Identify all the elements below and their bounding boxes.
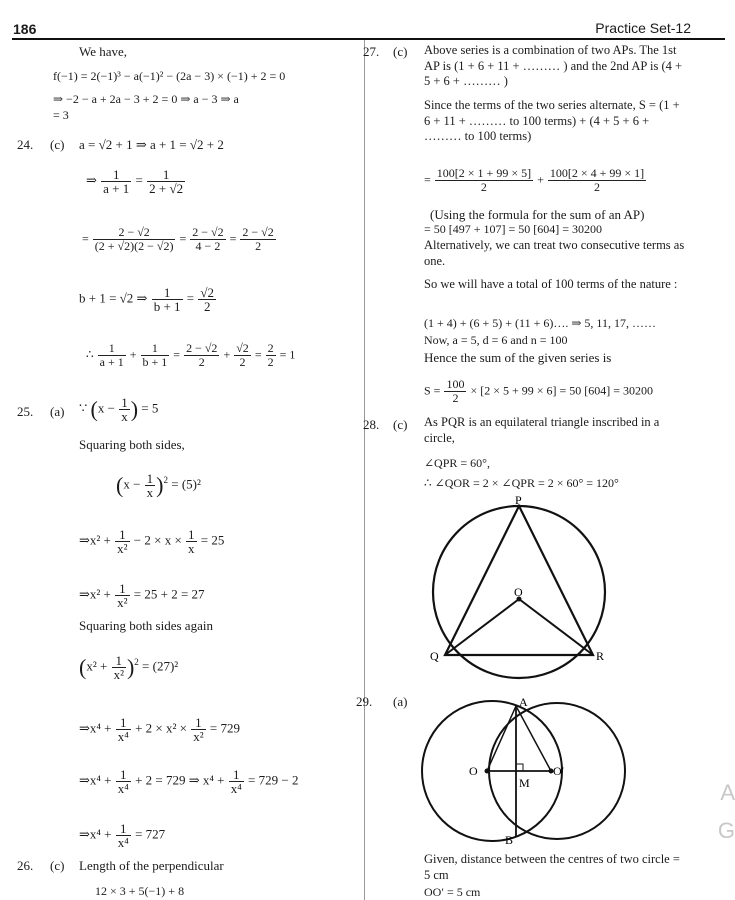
numerator: 1 — [116, 768, 131, 782]
equals: = — [424, 172, 431, 187]
denominator: 2 — [239, 355, 246, 369]
fraction — [147, 168, 185, 195]
q25-s3-c: = 25 + 2 = 27 — [133, 586, 205, 602]
q25-s5-b: + 2 × x² × — [135, 720, 187, 736]
q25-s6-b: + 2 = 729 ⇒ x⁴ + — [135, 772, 225, 788]
q25-l1-x: x − — [97, 400, 115, 416]
denominator: b + 1 — [153, 299, 181, 314]
q25-l1-post: = 5 — [141, 400, 159, 416]
q28-option: (c) — [393, 417, 408, 432]
q27-para-5: Alternatively, we can treat two consecutive terms as one. — [424, 238, 685, 268]
q25-s4-x: x² + — [86, 658, 108, 674]
denominator: x — [121, 409, 128, 424]
numerator: 1 — [115, 528, 129, 542]
we-have: We have, — [79, 44, 128, 59]
q24-option: (c) — [50, 137, 65, 152]
label-p: P — [515, 493, 522, 507]
page-title: Practice Set-12 — [595, 20, 691, 36]
fraction — [234, 342, 251, 369]
label-b: B — [505, 833, 514, 847]
q25-s4-post: = (27)² — [142, 658, 179, 674]
segment-or — [519, 599, 593, 655]
q25-s7-a: ⇒x⁴ + — [79, 826, 112, 842]
intersecting-circles-figure — [405, 692, 635, 848]
denominator: x² — [117, 595, 128, 610]
numerator: 1 — [152, 286, 183, 300]
column-divider — [364, 40, 365, 900]
numerator: 1 — [115, 582, 129, 596]
q25-s7-c: = 727 — [135, 826, 166, 842]
fraction — [101, 168, 131, 195]
q29-option: (a) — [393, 694, 408, 709]
q25-squaring-1: Squaring both sides, — [79, 437, 185, 452]
numerator: 1 — [188, 527, 195, 542]
label-o-prime: O′ — [553, 764, 565, 778]
denominator: x⁴ — [117, 781, 129, 796]
numerator: 1 — [229, 768, 244, 782]
q28-number: 28. — [363, 417, 380, 432]
right-angle-mark — [516, 764, 523, 771]
denominator: x² — [113, 667, 124, 682]
fraction — [186, 528, 197, 555]
fraction — [266, 342, 276, 369]
segment-oq — [445, 599, 519, 655]
paren-open: ( — [90, 396, 98, 422]
fraction — [198, 286, 216, 313]
q26-line-2: 12 × 3 + 5(−1) + 8 — [95, 884, 185, 898]
q26-number: 26. — [17, 858, 34, 873]
q24-frac-line-3: b + 1 = √2 ⇒ $\frac{1}{b + 1}$ = $\frac{√2}{2}$ — [79, 285, 215, 314]
fraction — [98, 342, 126, 369]
numerator: √2 — [236, 341, 249, 355]
q25-s6-a: ⇒x⁴ + — [79, 772, 112, 788]
fraction — [184, 342, 219, 369]
q25-step-6 — [79, 768, 298, 795]
numerator: 1 — [141, 342, 170, 356]
q24-frac-line-2: = $\frac{2 - √2}{(2 + √2)(2 - √2)}$ = $\frac{2 - √2}{4 - 2}$ = $\frac{2 - √2}{2}$ — [82, 225, 274, 253]
label-q: Q — [430, 649, 439, 663]
q24-frac-line-4: ∴ $\frac{1}{a + 1}$ + $\frac{1}{b + 1}$ = $\frac{2 - √2}{2}$ + $\frac{√2}{2}$ = $\frac{2}{2}$ = 1 — [86, 341, 296, 369]
q28-para-1: As PQR is an equilateral triangle inscribed in a circle, — [424, 415, 660, 445]
numerator: 1 — [121, 395, 128, 410]
fraction — [435, 167, 533, 194]
q25-step-1 — [116, 472, 201, 499]
denominator: 2 — [203, 299, 211, 314]
label-o: O — [514, 585, 523, 599]
q27-para-4: = 50 [497 + 107] = 50 [604] = 30200 — [424, 222, 603, 236]
q25-s2-c: = 25 — [200, 532, 225, 548]
fraction — [112, 654, 126, 681]
denominator: 2 — [452, 391, 459, 405]
numerator: 100[2 × 4 + 99 × 1] — [549, 166, 645, 180]
numerator: 1 — [191, 716, 205, 730]
q29-number: 29. — [356, 694, 373, 709]
fraction — [116, 716, 131, 743]
numerator: 1 — [147, 168, 185, 182]
q25-s1-x: x − — [123, 476, 141, 492]
q27-para-1: Above series is a combination of two APs. The 1st AP is (1 + 6 + 11 + ……… ) and the 2nd AP is (4 + 5 + 6 + ……… ) — [424, 43, 683, 88]
numerator: 1 — [112, 654, 126, 668]
fraction — [548, 167, 646, 194]
denominator: x² — [117, 541, 128, 556]
equals: = — [135, 172, 143, 188]
paren-close: ) — [156, 472, 164, 498]
page-number: 186 — [13, 21, 37, 37]
q27-s-post: × [2 × 5 + 99 × 6] = 50 [604] = 30200 — [470, 383, 654, 398]
q25-number: 25. — [17, 404, 34, 419]
denominator: a + 1 — [99, 355, 124, 369]
q25-line-1 — [79, 396, 158, 423]
numerator: 2 — [267, 341, 274, 355]
label-r: R — [596, 649, 605, 663]
edge-glyph-g: G — [717, 818, 735, 843]
eq-line-3: = 3 — [53, 108, 69, 122]
q29-para-1: Given, distance between the centres of two circle = 5 cm — [424, 852, 680, 882]
dot-o — [485, 769, 490, 774]
exponent: 2 — [163, 475, 168, 486]
header-rule — [12, 38, 725, 40]
numerator: 2 − √2 — [93, 226, 176, 240]
q25-s5-a: ⇒x⁴ + — [79, 720, 112, 736]
q25-s2-a: ⇒x² + — [79, 532, 111, 548]
q25-option: (a) — [50, 404, 65, 419]
fraction — [190, 226, 225, 253]
q24-f3-pre: b + 1 = √2 ⇒ — [79, 290, 148, 306]
denominator: 2 — [255, 239, 262, 253]
q27-para-8: Now, a = 5, d = 6 and n = 100 — [424, 333, 568, 347]
q25-s6-c: = 729 − 2 — [248, 772, 299, 788]
denominator: x — [146, 485, 154, 500]
numerator: √2 — [200, 285, 215, 300]
therefore: ∴ — [86, 347, 94, 362]
q25-step-5 — [79, 716, 240, 743]
q24-line-1: a = √2 + 1 ⇒ a + 1 = √2 + 2 — [79, 137, 224, 152]
numerator: 1 — [101, 168, 131, 182]
numerator: 2 − √2 — [186, 341, 218, 355]
denominator: 4 − 2 — [195, 239, 221, 253]
eq-line-1: f(−1) = 2(−1)³ − a(−1)² − (2a − 3) × (−1) + 2 = 0 — [53, 69, 286, 83]
numerator: 1 — [146, 471, 154, 486]
numerator: 100[2 × 1 + 99 × 5] — [436, 166, 532, 180]
q25-s1-post: = (5)² — [171, 476, 201, 492]
denominator: x⁴ — [117, 835, 129, 850]
numerator: 1 — [116, 716, 131, 730]
triangle-pqr — [445, 506, 593, 655]
q27-para-9: Hence the sum of the given series is — [424, 350, 612, 365]
denominator: x⁴ — [230, 781, 242, 796]
fraction — [191, 716, 205, 743]
q27-sum — [424, 378, 653, 405]
fraction — [145, 472, 156, 499]
fraction — [119, 396, 130, 423]
q27-formula: = $\frac{100[2 \times 1 + 99 \times 5]}{2}$ + $\frac{100[2 \times 4 + 99 \times 1]}{2}$ — [424, 166, 645, 194]
fraction — [229, 768, 244, 795]
q25-step-4 — [79, 654, 178, 681]
q29-para-2: OO′ = 5 cm — [424, 885, 481, 899]
fraction — [93, 226, 176, 253]
q26-line-1: Length of the perpendicular — [79, 858, 224, 873]
fraction — [141, 342, 170, 369]
q27-number: 27. — [363, 44, 380, 59]
fraction — [116, 768, 131, 795]
denominator: a + 1 — [103, 181, 130, 196]
paren-close: ) — [130, 396, 139, 422]
radius-oa — [487, 706, 516, 771]
numerator: 100 — [446, 377, 465, 391]
denominator: x² — [193, 729, 204, 744]
fraction — [152, 286, 183, 313]
paren-open: ( — [116, 472, 124, 498]
triangle-in-circle-figure — [418, 492, 622, 686]
q25-step-7 — [79, 822, 165, 849]
paren-open: ( — [79, 654, 87, 680]
numerator: 1 — [116, 822, 131, 836]
numerator: 2 − √2 — [242, 225, 274, 239]
denominator: 2 — [198, 355, 205, 369]
denominator: x — [188, 541, 195, 556]
denominator: 2 — [480, 180, 487, 194]
equals: = — [82, 231, 89, 246]
q25-s2-b: − 2 × x × — [133, 532, 182, 548]
q25-squaring-2: Squaring both sides again — [79, 618, 213, 633]
label-m: M — [519, 776, 530, 790]
fraction — [240, 226, 275, 253]
q24-frac-line-1 — [86, 168, 186, 195]
q24-f1-lhs: ⇒ — [86, 172, 97, 188]
q25-step-3 — [79, 582, 205, 609]
q26-option: (c) — [50, 858, 65, 873]
denominator: b + 1 — [142, 355, 168, 369]
denominator: 2 — [594, 180, 600, 194]
numerator: 2 − √2 — [192, 225, 224, 239]
fraction — [115, 528, 129, 555]
because: ∵ — [79, 400, 88, 416]
denominator: 2 — [267, 355, 274, 369]
denominator: (2 + √2)(2 − √2) — [94, 239, 174, 253]
q27-para-7: (1 + 4) + (6 + 5) + (11 + 6)…. ⇒ 5, 11, 17, …… — [424, 316, 656, 330]
q28-para-3: ∴ ∠QOR = 2 × ∠QPR = 2 × 60° = 120° — [424, 476, 619, 490]
q24-f4-end: = 1 — [279, 347, 296, 362]
denominator: x⁴ — [117, 729, 129, 744]
fraction — [115, 582, 129, 609]
q27-s-pre: S = — [424, 383, 441, 398]
fraction — [116, 822, 131, 849]
exponent: 2 — [134, 657, 139, 668]
label-o: O — [469, 764, 478, 778]
q24-number: 24. — [17, 137, 34, 152]
q27-para-2: Since the terms of the two series alternate, S = (1 + 6 + 11 + ……… to 100 terms) + (4 + 5 + 6 + ……… to 100 terms) — [424, 98, 680, 143]
label-a: A — [519, 695, 528, 709]
q27-option: (c) — [393, 44, 408, 59]
q27-para-6: So we will have a total of 100 terms of the nature : — [424, 277, 678, 291]
numerator: 1 — [98, 342, 126, 356]
q27-para-3: (Using the formula for the sum of an AP) — [430, 207, 645, 222]
q25-s5-c: = 729 — [209, 720, 240, 736]
q25-s3-a: ⇒x² + — [79, 586, 111, 602]
edge-glyph-a: A — [720, 780, 735, 805]
paren-close: ) — [126, 654, 135, 680]
eq-line-2: ⇒ −2 − a + 2a − 3 + 2 = 0 ⇒ a − 3 ⇒ a — [53, 92, 239, 106]
q28-para-2: ∠QPR = 60°, — [424, 456, 490, 470]
q25-step-2 — [79, 528, 224, 555]
denominator: 2 + √2 — [149, 181, 184, 196]
fraction — [444, 378, 466, 405]
